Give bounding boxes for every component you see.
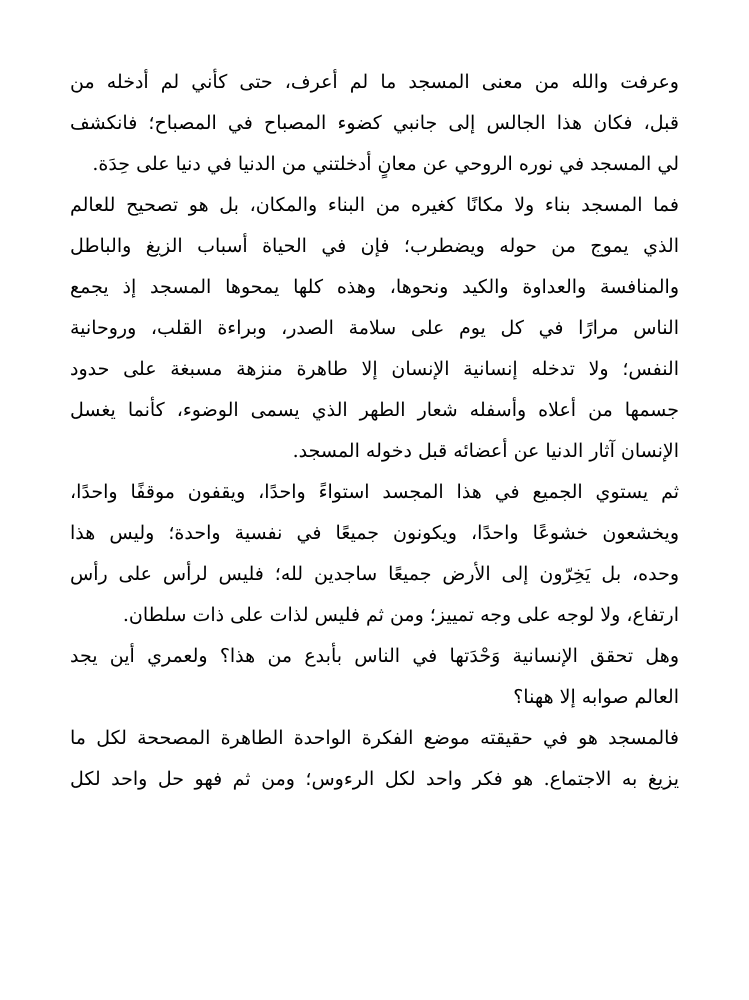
text-line: العالم صوابه إلا ههنا؟ [513,686,679,708]
paragraph [70,62,679,185]
text-line: فالمسجد هو في حقيقته موضع الفكرة الواحدة الطاهرة المصححة لكل ما [70,727,679,749]
text-line: جسمها من أعلاه وأسفله شعار الطهر الذي يسمى الوضوء، كأنما يغسل [70,399,679,421]
text-line: ثم يستوي الجميع في هذا المجسد استواءً واحدًا، ويقفون موقفًا واحدًا، [70,481,679,503]
text-line: الناس مرارًا في كل يوم على سلامة الصدر، وبراءة القلب، وروحانية [70,317,679,339]
text-line: النفس؛ ولا تدخله إنسانية الإنسان إلا طاهرة منزهة مسبغة على حدود [70,358,679,380]
text-line: لي المسجد في نوره الروحي عن معانٍ أدخلتني من الدنيا في دنيا على حِدَة. [92,153,679,175]
paragraph [70,472,679,636]
text-line: وهل تحقق الإنسانية وَحْدَتها في الناس بأبدع من هذا؟ ولعمري أين يجد [70,645,679,667]
text-line: والمنافسة والعداوة والكيد ونحوها، وهذه كلها يمحوها المسجد إذ يجمع [70,276,679,298]
text-line: وعرفت والله من معنى المسجد ما لم أعرف، حتى كأني لم أدخله من [70,71,679,93]
document-page [70,62,679,800]
text-line: وحده، بل يَخِرّون إلى الأرض جميعًا ساجدين لله؛ فليس لرأس على رأس [70,563,679,585]
paragraph [70,185,679,472]
text-line: يزيغ به الاجتماع. هو فكر واحد لكل الرءوس؛ ومن ثم فهو حل واحد لكل [70,768,679,790]
text-line: ارتفاع، ولا لوجه على وجه تمييز؛ ومن ثم فليس لذات على ذات سلطان. [122,604,679,626]
text-line: فما المسجد بناء ولا مكانًا كغيره من البناء والمكان، بل هو تصحيح للعالم [70,194,679,216]
text-line: الإنسان آثار الدنيا عن أعضائه قبل دخوله المسجد. [292,440,679,462]
paragraph [70,636,679,718]
text-line: الذي يموج من حوله ويضطرب؛ فإن في الحياة أسباب الزيغ والباطل [70,235,679,257]
paragraph [70,718,679,800]
text-line: ويخشعون خشوعًا واحدًا، ويكونون جميعًا في نفسية واحدة؛ وليس هذا [70,522,679,544]
text-line: قبل، فكان هذا الجالس إلى جانبي كضوء المصباح في المصباح؛ فانكشف [70,112,679,134]
